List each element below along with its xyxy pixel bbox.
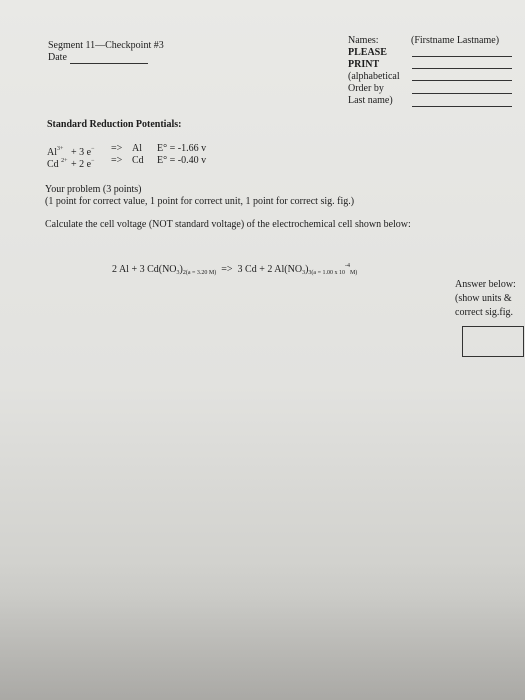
instruction-print: PRINT xyxy=(348,59,380,70)
al-arrow: => xyxy=(111,143,123,154)
al-product: Al xyxy=(132,143,142,154)
reaction-arrow: => xyxy=(221,264,233,275)
answer-label-3: correct sig.fig. xyxy=(455,307,514,318)
cd-product: Cd xyxy=(132,155,144,166)
problem-grading: (1 point for correct value, 1 point for correct unit, 1 point for correct sig. fig.) xyxy=(45,196,355,207)
instruction-please: PLEASE xyxy=(348,47,387,58)
cd-reactant: Cd xyxy=(47,159,59,170)
problem-points: Your problem (3 points) xyxy=(45,184,142,195)
name-line-3 xyxy=(412,80,512,81)
cd-arrow: => xyxy=(111,155,123,166)
name-line-4 xyxy=(412,93,512,94)
answer-label-1: Answer below: xyxy=(455,279,516,290)
problem-question: Calculate the cell voltage (NOT standard voltage) of the electrochemical cell shown below: xyxy=(45,219,411,230)
instruction-order-by: Order by xyxy=(348,83,384,94)
half-reaction-cd xyxy=(47,155,68,171)
cd-charge: 2+ xyxy=(61,158,68,164)
name-line-2 xyxy=(412,68,512,69)
answer-box[interactable] xyxy=(462,326,524,357)
name-line-1 xyxy=(412,56,512,57)
cd-potential: E° = -0.40 v xyxy=(157,155,207,166)
firstname-lastname-label: (Firstname Lastname) xyxy=(411,35,500,46)
al-electrons: + 3 e− xyxy=(71,146,95,158)
al-charge: 3+ xyxy=(57,146,64,152)
al-potential: E° = -1.66 v xyxy=(157,143,207,154)
segment-title: Segment 11—Checkpoint #3 xyxy=(48,40,164,51)
date-line xyxy=(70,63,148,64)
al-reactant: Al xyxy=(47,147,57,158)
instruction-alphabetical: (alphabetical xyxy=(348,71,400,82)
page-shadow xyxy=(0,560,525,700)
names-label: Names: xyxy=(348,35,379,46)
date-label: Date xyxy=(48,52,67,63)
name-line-5 xyxy=(412,106,512,107)
potentials-heading: Standard Reduction Potentials: xyxy=(47,119,182,130)
cd-electrons: + 2 e− xyxy=(71,158,95,170)
instruction-last-name: Last name) xyxy=(348,95,393,106)
cell-reaction: 2 Al + 3 $Cd(NO_3)_{2(a = 3.20 M)} => 3$ Cd + 2 $Al(NO_3)_{3(a = 1.00 x 10}^{-4}_{M)}$ xyxy=(112,263,358,276)
answer-label-2: (show units & xyxy=(455,293,512,304)
